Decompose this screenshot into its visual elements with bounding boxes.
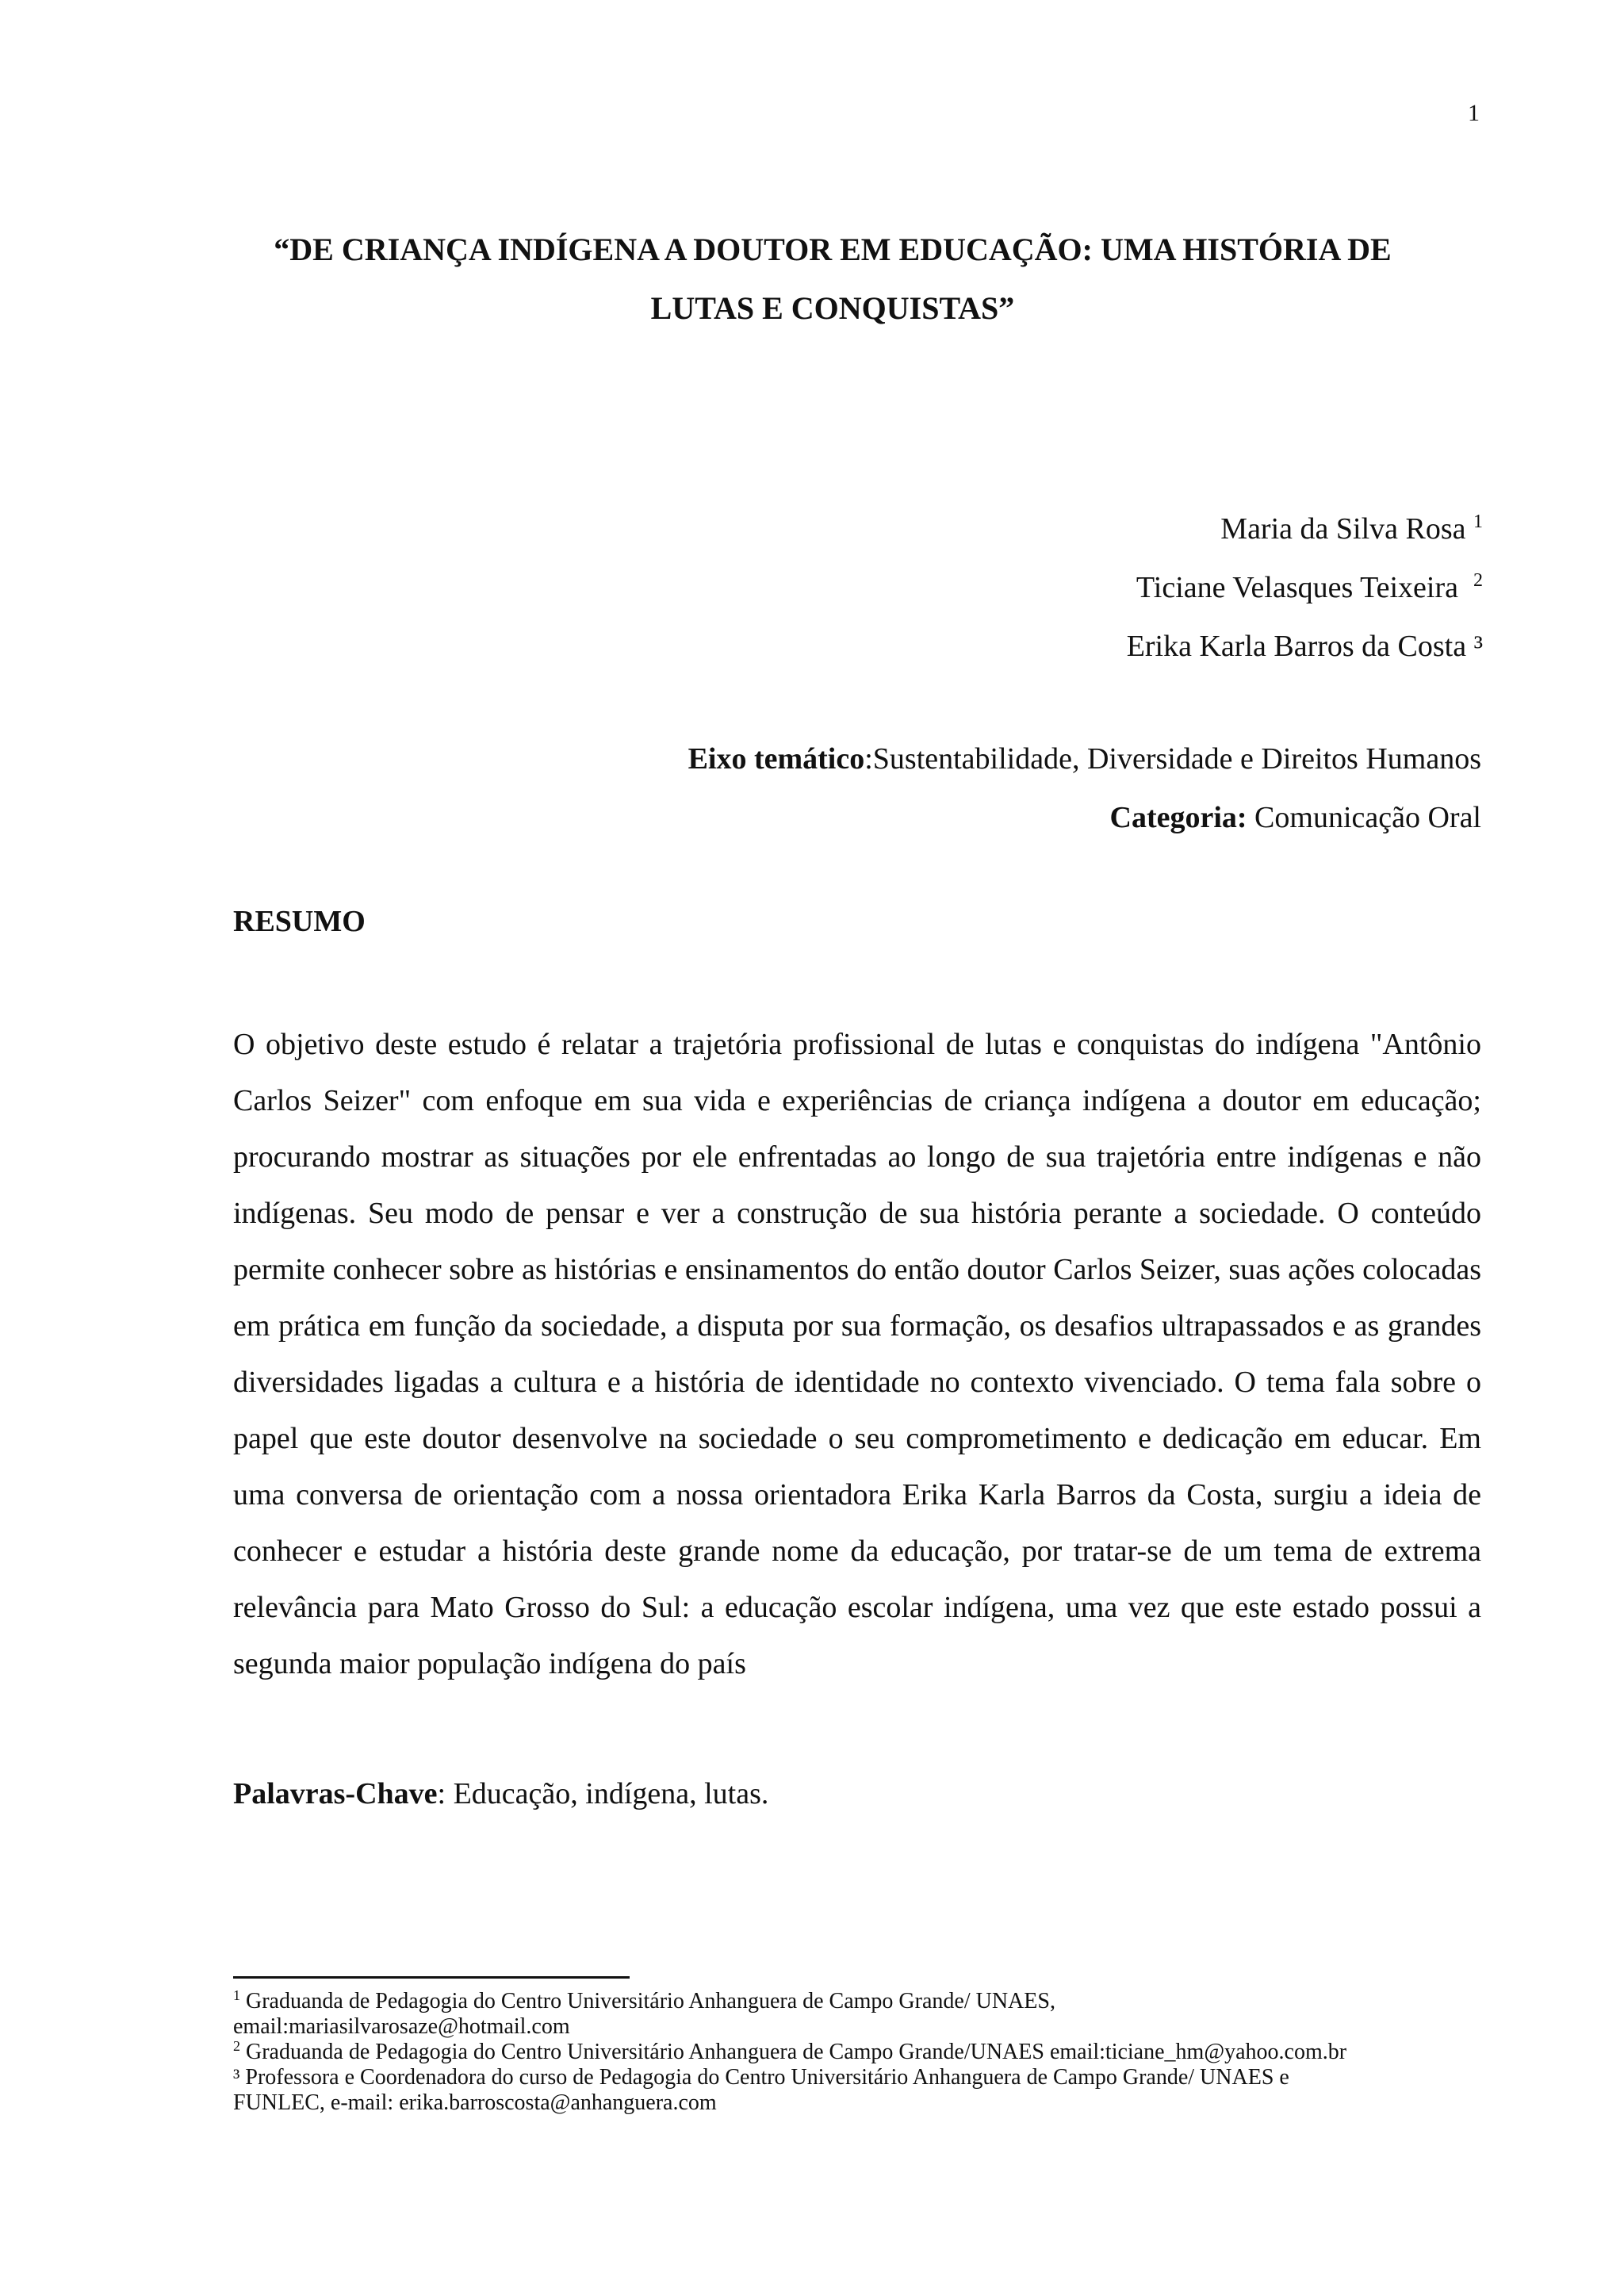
author-name: Ticiane Velasques Teixeira xyxy=(1136,571,1458,604)
footnotes xyxy=(233,1989,1502,2116)
footnote-3-cont xyxy=(233,2090,1502,2116)
title-line-1: “DE CRIANÇA INDÍGENA A DOUTOR EM EDUCAÇÃO: UMA HISTÓRIA DE xyxy=(274,232,1392,267)
footnote-3 xyxy=(233,2065,1502,2090)
footnote-divider xyxy=(233,1976,630,1979)
author-1 xyxy=(793,500,1483,558)
paper-meta xyxy=(555,730,1481,847)
categoria-label: Categoria: xyxy=(1109,801,1247,834)
page-number: 1 xyxy=(1468,100,1480,126)
categoria xyxy=(555,788,1481,847)
eixo-tematico xyxy=(555,730,1481,788)
eixo-label: Eixo temático xyxy=(688,742,865,776)
footnote-text: FUNLEC, e-mail: erika.barroscosta@anhanguera.com xyxy=(233,2090,717,2115)
footnote-2 xyxy=(233,2040,1502,2065)
resumo-heading: RESUMO xyxy=(233,905,366,938)
keywords xyxy=(233,1776,768,1811)
author-name: Maria da Silva Rosa xyxy=(1220,512,1466,546)
keywords-value: : Educação, indígena, lutas. xyxy=(437,1777,769,1810)
footnote-1 xyxy=(233,1989,1502,2014)
footnote-text: email:mariasilvarosaze@hotmail.com xyxy=(233,2014,570,2039)
title-line-2: LUTAS E CONQUISTAS” xyxy=(650,290,1015,326)
footnote-text: ³ Professora e Coordenadora do curso de Pedagogia do Centro Universitário Anhanguera de Campo Grande/ UNAES e xyxy=(233,2065,1289,2090)
author-footnote-mark: 2 xyxy=(1473,570,1483,591)
paper-title xyxy=(198,220,1467,338)
author-list xyxy=(793,500,1483,676)
author-footnote-mark: 1 xyxy=(1473,511,1483,532)
keywords-label: Palavras-Chave xyxy=(233,1777,438,1810)
abstract-paragraph: O objetivo deste estudo é relatar a trajetória profissional de lutas e conquistas do indígena "Antônio Carlos Seizer" com enfoque em sua vida e experiências de criança indígena a doutor em educação; procurando mostrar as situações por ele enfrentadas ao longo de sua trajetória entre indígenas e não indígenas. Seu modo de pensar e ver a construção de sua história perante a sociedade. O conteúdo permite conhecer sobre as histórias e ensinamentos do então doutor Carlos Seizer, suas ações colocadas em prática em função da sociedade, a disputa por sua formação, os desafios ultrapassados e as grandes diversidades ligadas a cultura e a história de identidade no contexto vivenciado. O tema fala sobre o papel que este doutor desenvolve na sociedade o seu comprometimento e dedicação em educar. Em uma conversa de orientação com a nossa orientadora Erika Karla Barros da Costa, surgiu a ideia de conhecer e estudar a história deste grande nome da educação, por tratar-se de um tema de extrema relevância para Mato Grosso do Sul: a educação escolar indígena, uma vez que este estado possui a segunda maior população indígena do país xyxy=(233,1028,1481,1680)
footnote-text: Graduanda de Pedagogia do Centro Universitário Anhanguera de Campo Grande/ UNAES, xyxy=(240,1989,1055,2013)
footnote-text: Graduanda de Pedagogia do Centro Universitário Anhanguera de Campo Grande/UNAES email:ticiane_hm@yahoo.com.br xyxy=(240,2040,1347,2064)
author-name: Erika Karla Barros da Costa ³ xyxy=(1126,630,1483,663)
footnote-mark: 2 xyxy=(233,2038,240,2054)
author-2 xyxy=(793,558,1483,617)
footnote-1-cont xyxy=(233,2014,1502,2040)
eixo-value: :Sustentabilidade, Diversidade e Direitos Humanos xyxy=(864,742,1481,776)
categoria-value: Comunicação Oral xyxy=(1247,801,1481,834)
footnote-mark: 1 xyxy=(233,1987,240,2003)
author-3 xyxy=(793,617,1483,676)
